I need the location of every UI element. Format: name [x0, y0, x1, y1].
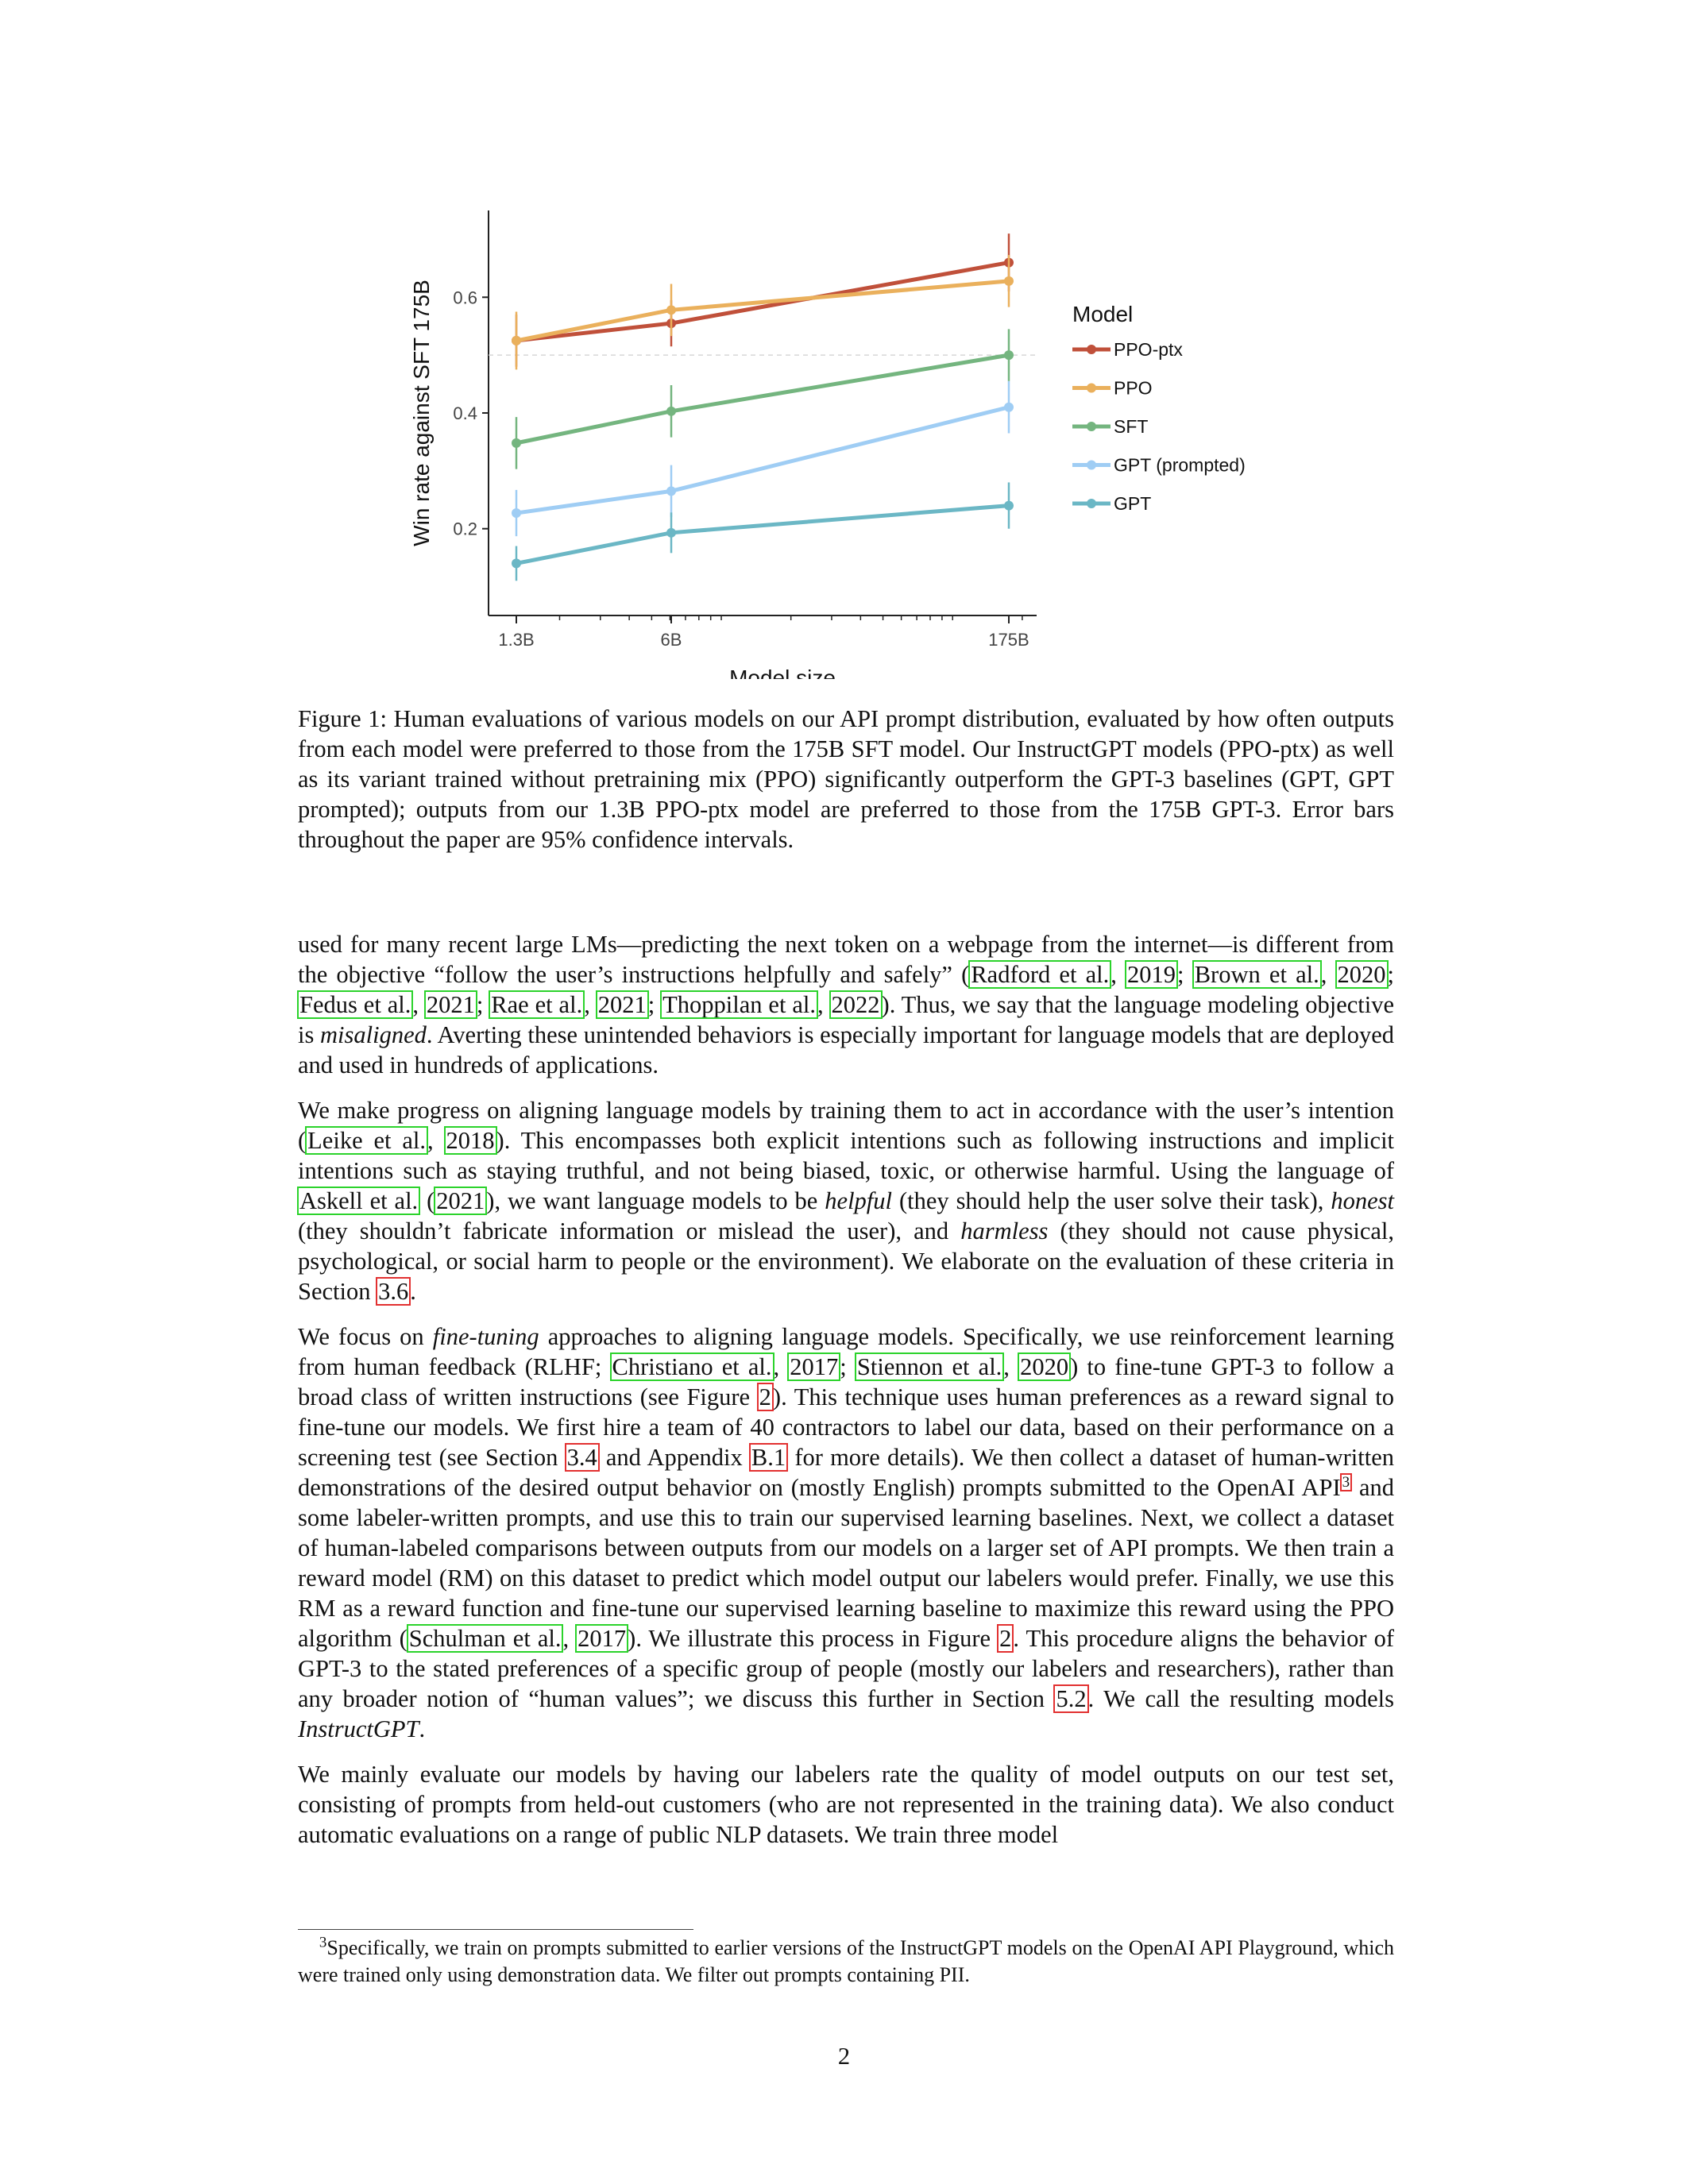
x-tick-label: 6B [660, 630, 682, 650]
x-tick-label: 1.3B [498, 630, 535, 650]
citation-link[interactable]: Radford et al., 2019 [971, 961, 1176, 988]
appendix-ref-link[interactable]: B.1 [751, 1444, 786, 1471]
footnote-divider [298, 1929, 693, 1930]
data-point [1004, 501, 1014, 511]
data-point [512, 558, 521, 568]
legend-label: PPO [1114, 377, 1153, 399]
body-text [298, 929, 1394, 1865]
paragraph-2: We make progress on aligning language models by training them to act in accordance with the user’s intention (Leike et al., 2018). This encompasses both explicit intentions such as following instructions and implicit intentions such as staying truthful, and not being biased, toxic, or otherwise harmful. Using the language of Askell et al. (2021), we want language models to be helpful (they should help the user solve their task), honest (they shouldn’t fabricate information or mislead the user), and harmless (they should not cause physical, psychological, or social harm to people or the environment). We elaborate on the evaluation of these criteria in Section 3.6. [298, 1097, 1395, 1305]
page-number: 2 [837, 2043, 851, 2070]
footnote-mark: 3 [319, 1934, 327, 1951]
y-axis-title: Win rate against SFT 175B [409, 280, 434, 546]
data-point [1004, 350, 1014, 360]
legend-title: Model [1072, 302, 1134, 326]
data-point [666, 528, 676, 538]
series-line [516, 506, 1009, 564]
legend-label: SFT [1114, 416, 1149, 437]
legend-marker [1087, 345, 1096, 354]
citation-link[interactable]: Askell et al. (2021 [299, 1187, 485, 1214]
legend-label: GPT [1114, 493, 1152, 514]
y-tick-label: 0.6 [453, 287, 477, 308]
data-point [512, 438, 521, 448]
data-point [512, 508, 521, 518]
section-ref-link[interactable]: 5.2 [1056, 1685, 1087, 1712]
legend-marker [1087, 384, 1096, 393]
y-tick-label: 0.2 [453, 519, 477, 539]
data-point [666, 407, 676, 416]
citation-link[interactable]: Fedus et al., 2021 [299, 991, 475, 1018]
x-axis-title: Model size [729, 666, 836, 679]
y-tick-label: 0.4 [453, 403, 477, 423]
data-point [512, 336, 521, 345]
legend-marker [1087, 422, 1096, 431]
footnote-ref-link[interactable]: 3 [1342, 1473, 1350, 1491]
citation-link[interactable]: Stiennon et al., 2020 [856, 1353, 1069, 1380]
figure-1-chart [381, 187, 1295, 679]
citation-link[interactable]: Thoppilan et al., 2022 [662, 991, 880, 1018]
citation-link[interactable]: Leike et al., 2018 [307, 1127, 495, 1154]
citation-link[interactable]: Rae et al., 2021 [491, 991, 647, 1018]
citation-link[interactable]: Christiano et al., 2017 [612, 1353, 839, 1380]
figure-ref-link[interactable]: 2 [999, 1625, 1012, 1652]
legend-label: PPO-ptx [1114, 339, 1183, 360]
x-tick-label: 175B [988, 630, 1029, 650]
figure-ref-link[interactable]: 2 [759, 1383, 771, 1410]
section-ref-link[interactable]: 3.4 [566, 1444, 597, 1471]
legend-marker [1087, 499, 1096, 508]
paragraph-1: used for many recent large LMs—predicting the next token on a webpage from the internet—is different from the objective “follow the user’s instructions helpfully and safely” (Radford et al., 2019; Brown et al., 2020; Fedus et al., 2021; Rae et al., 2021; Thoppilan et al., 2022). Thus, we say that the language modeling objective is misaligned. Averting these unintended behaviors is especially important for language models that are deployed and used in hundreds of applications. [298, 931, 1394, 1078]
data-point [1004, 276, 1014, 286]
data-point [1004, 403, 1014, 412]
data-point [666, 486, 676, 496]
citation-link[interactable]: Brown et al., 2020 [1194, 961, 1386, 988]
legend-marker [1087, 461, 1096, 470]
legend-label: GPT (prompted) [1114, 454, 1246, 476]
footnote [298, 1935, 1394, 1989]
paragraph-3: We focus on fine-tuning approaches to aligning language models. Specifically, we use reinforcement learning from human feedback (RLHF; Christiano et al., 2017; Stiennon et al., 2020) to fine-tune GPT-3 to follow a broad class of written instructions (see Figure 2). This technique uses human preferences as a reward signal to fine-tune our models. We first hire a team of 40 contractors to label our data, based on their performance on a screening test (see Section 3.4 and Appendix B.1 for more details). We then collect a dataset of human-written demonstrations of the desired output behavior on (mostly English) prompts submitted to the OpenAI API $^3$ and some labeler-written prompts, and use this to train our supervised learning baselines. Next, we collect a dataset of human-labeled comparisons between outputs from our models on a larger set of API prompts. We then train a reward model (RM) on this dataset to predict which model output our labelers would prefer. Finally, we use this RM as a reward function and fine-tune our supervised learning baseline to maximize this reward using the PPO algorithm (Schulman et al., 2017). We illustrate this process in Figure 2. This procedure aligns the behavior of GPT-3 to the stated preferences of a specific group of people (mostly our labelers and researchers), rather than any broader notion of “human values”; we discuss this further in Section 5.2. We call the resulting models InstructGPT. [298, 1323, 1395, 1742]
figure-caption: Figure 1: Human evaluations of various models on our API prompt distribution, evaluated by how often outputs from each model were preferred to those from the 175B SFT model. Our InstructGPT models (PPO-ptx) as well as its variant trained without pretraining mix (PPO) significantly outperform the GPT-3 baselines (GPT, GPT prompted); outputs from our 1.3B PPO-ptx model are preferred to those from the 175B GPT-3. Error bars throughout the paper are 95% confidence intervals. [298, 705, 1394, 853]
paragraph-4: We mainly evaluate our models by having our labelers rate the quality of model outputs on our test set, consisting of prompts from held-out customers (who are not represented in the training data). We also conduct automatic evaluations on a range of public NLP datasets. We train three model [298, 1761, 1394, 1848]
data-point [666, 305, 676, 314]
series-line [516, 355, 1009, 443]
win-rate-chart [381, 187, 1295, 679]
footnote-text: Specifically, we train on prompts submitted to earlier versions of the InstructGPT models on the OpenAI API Playground, which were trained only using demonstration data. We filter out prompts containing PII. [298, 1936, 1395, 1986]
series-line [516, 407, 1009, 513]
section-ref-link[interactable]: 3.6 [378, 1278, 409, 1305]
citation-link[interactable]: Schulman et al., 2017 [408, 1625, 627, 1652]
